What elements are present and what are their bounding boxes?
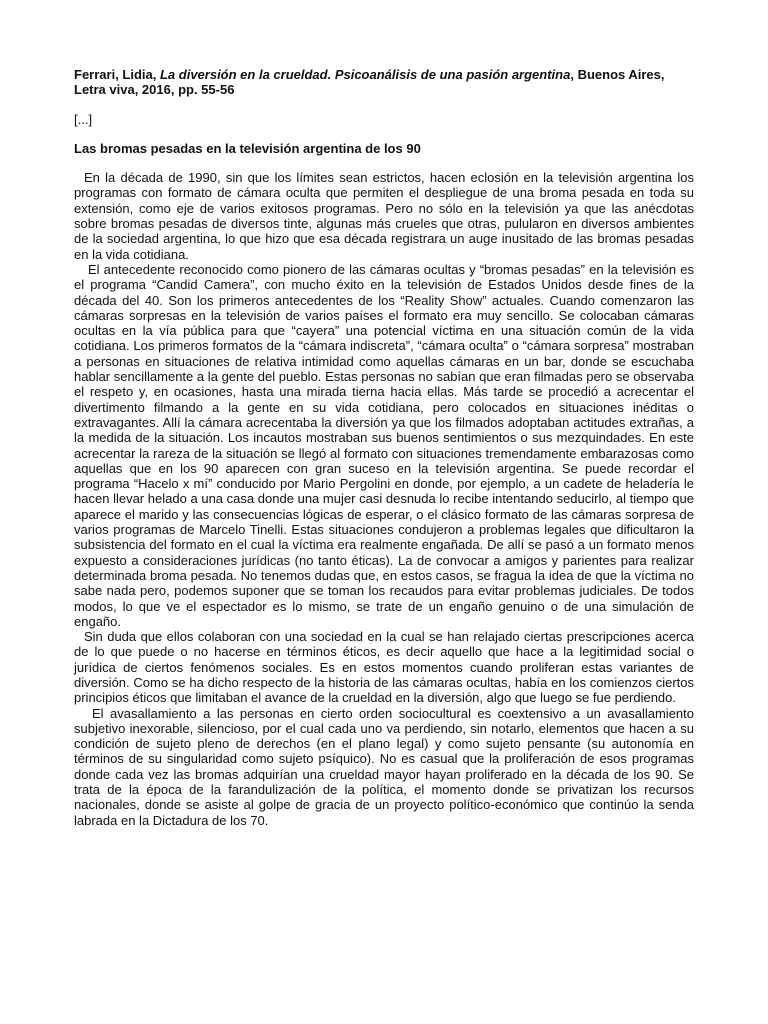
paragraph-2: El antecedente reconocido como pionero de las cámaras ocultas y “bromas pesadas” en la televisión es el programa “Candid Camera”, con mucho éxito en la televisión de Estados Unidos desde fines de la década del 40. Son los primeros antecedentes de los “Reality Show” actuales. Cuando comenzaron las cámaras sorpresas en la televisión de varios países el formato era muy sencillo. Se colocaban cámaras ocultas en la vía pública para que “cayera” una potencial víctima en una situación común de la vida cotidiana. Los primeros formatos de la “cámara indiscreta”, “cámara oculta” o “cámara sorpresa” mostraban a personas en situaciones de relativa intimidad como aquellas cámaras en un bar, donde se escuchaba hablar sencillamente a la gente del pueblo. Estas personas no sabían que eran filmadas pero se observaba el respeto y, en ocasiones, hasta una mirada tierna hacia ellas. Más tarde se procedió a acrecentar el divertimento filmando a la gente en su vida cotidiana, pero colocados en situaciones inéditas o extravagantes. Allí la cámara acrecentaba la diversión ya que los filmados adoptaban actitudes extrañas, a la medida de la situación. Los incautos mostraban sus buenos sentimientos o sus mezquindades. En este acrecentar la rareza de la situación se llegó al formato con situaciones tremendamente embarazosas como aquellas que en los 90 aparecen con gran suceso en la televisión argentina. Se puede recordar el programa “Hacelo x mí” conducido por Mario Pergolini en donde, por ejemplo, a un cadete de heladería le hacen llevar helado a una casa donde una mujer casi desnuda lo recibe intentando seducirlo, al tiempo que aparece el marido y las consecuencias lógicas de esperar, o el clásico formato de las cámaras sorpresa de varios programas de Marcelo Tinelli. Estas situaciones condujeron a problemas legales que dificultaron la subsistencia del formato en el cual la víctima era realmente engañada. De allí se pasó a un formato menos expuesto a consideraciones jurídicas (no tanto éticas). La de convocar a amigos y parientes para realizar determinada broma pesada. No tenemos dudas que, en estos casos, se fragua la idea de que la víctima no sabe nada pero, podemos suponer que se toman los recaudos para evitar problemas judiciales. De todos modos, lo que ve el espectador es lo mismo, se trate de un engaño genuino o de una simulación de engaño.	[74, 261, 694, 629]
citation-publication: , Buenos Aires, Letra viva, 2016, pp. 55-56	[74, 67, 665, 98]
paragraph-3: Sin duda que ellos colaboran con una sociedad en la cual se han relajado ciertas prescripciones acerca de lo que puede o no hacerse en términos éticos, es decir aquello que hace a la legitimidad social o jurídica de ciertos fenómenos sociales. Es en estos momentos cuando proliferan estas variantes de diversión. Como se ha dicho respecto de la historia de las cámaras ocultas, había en los comienzos ciertos principios éticos que limitaban el avance de la crueldad en la diversión, algo que luego se fue perdiendo.	[74, 629, 694, 706]
paragraph-4: El avasallamiento a las personas en cierto orden sociocultural es coextensivo a un avasallamiento subjetivo inexorable, silencioso, por el cual cada uno va perdiendo, sin notarlo, elementos que hacen a su condición de sujeto pleno de derechos (en el plano legal) y como sujeto pensante (su autonomía en términos de su singularidad como sujeto psíquico). No es casual que la proliferación de esos programas donde cada vez las bromas adquirían una crueldad mayor hayan proliferado en la década de los 90. Se trata de la época de la farandulización de la política, el momento donde se privatizan los recursos nacionales, donde se asiste al golpe de gracia de un proyecto político-económico que continúo la senda labrada en la Dictadura de los 70.	[74, 705, 694, 828]
document-page	[74, 67, 694, 828]
citation-book-title: La diversión en la crueldad. Psicoanálisis de una pasión argentina	[159, 67, 571, 82]
bibliographic-citation	[74, 67, 694, 98]
paragraph-1: En la década de 1990, sin que los límites sean estrictos, hacen eclosión en la televisión argentina los programas con formato de cámara oculta que permiten el despliegue de una broma pesada en toda su extensión, como eje de varios exitosos programas. Pero no sólo en la televisión ya que las anécdotas sobre bromas pesadas de diversos tinte, algunas más crueles que otras, pulularon en diversos ambientes de la sociedad argentina, lo que hizo que esa década registrara un auge inusitado de las bromas pesadas en la vida cotidiana.	[74, 170, 694, 262]
omission-marker: [...]	[74, 111, 93, 127]
body-text	[74, 170, 694, 828]
section-heading: Las bromas pesadas en la televisión argentina de los 90	[74, 140, 421, 156]
citation-author: Ferrari, Lidia,	[74, 67, 160, 82]
